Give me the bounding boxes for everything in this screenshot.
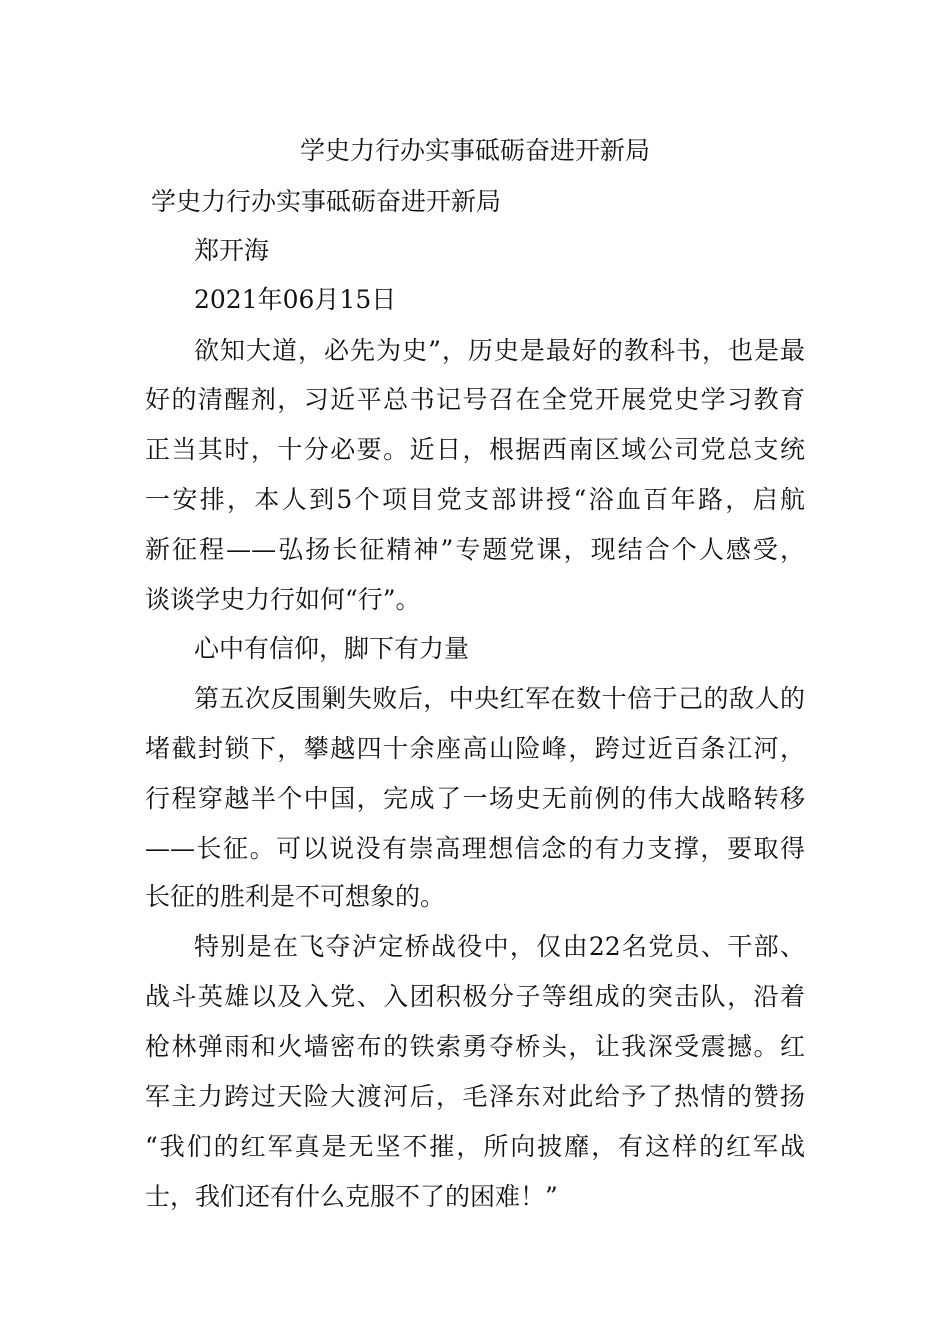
paragraph-line: 行程穿越半个中国，完成了一场史无前例的伟大战略转移 bbox=[145, 784, 805, 813]
paragraph-line: 战斗英雄以及入党、入团积极分子等组成的突击队，沿着 bbox=[145, 982, 805, 1011]
paragraph-line: 枪林弹雨和火墙密布的铁索勇夺桥头，让我深受震撼。红 bbox=[145, 1032, 805, 1061]
paragraph-line: 堵截封锁下，攀越四十余座高山险峰，跨过近百条江河， bbox=[145, 734, 805, 763]
author-name: 郑开海 bbox=[194, 236, 270, 265]
paragraph-line: 特别是在飞夺泸定桥战役中，仅由22名党员、干部、 bbox=[194, 932, 805, 961]
paragraph-line: 军主力跨过天险大渡河后，毛泽东对此给予了热情的赞扬 bbox=[145, 1082, 805, 1111]
paragraph-line: 谈谈学史力行如何“行”。 bbox=[145, 585, 421, 614]
paragraph-line: 欲知大道，必先为史”，历史是最好的教科书，也是最 bbox=[194, 336, 805, 365]
paragraph-line: 正当其时，十分必要。近日，根据西南区域公司党总支统 bbox=[145, 435, 805, 464]
paragraph-line: 好的清醒剂，习近平总书记号召在全党开展党史学习教育 bbox=[145, 385, 805, 414]
paragraph-line: 第五次反围剿失败后，中央红军在数十倍于己的敌人的 bbox=[194, 684, 805, 713]
paragraph-line: 新征程——弘扬长征精神”专题党课，现结合个人感受， bbox=[145, 535, 805, 564]
document-title: 学史力行办实事砥砺奋进开新局 bbox=[299, 136, 650, 165]
document-subtitle: 学史力行办实事砥砺奋进开新局 bbox=[151, 187, 502, 216]
paragraph-line: ——长征。可以说没有崇高理想信念的有力支撑，要取得 bbox=[145, 834, 805, 863]
section-heading: 心中有信仰，脚下有力量 bbox=[194, 634, 470, 663]
publish-date: 2021年06月15日 bbox=[194, 285, 397, 314]
paragraph-line: 一安排，本人到5个项目党支部讲授“浴血百年路，启航 bbox=[145, 485, 805, 514]
paragraph-line: 长征的胜利是不可想象的。 bbox=[145, 882, 446, 911]
paragraph-line: 士，我们还有什么克服不了的困难！” bbox=[145, 1182, 558, 1211]
paragraph-line: “我们的红军真是无坚不摧，所向披靡，有这样的红军战 bbox=[145, 1132, 805, 1161]
